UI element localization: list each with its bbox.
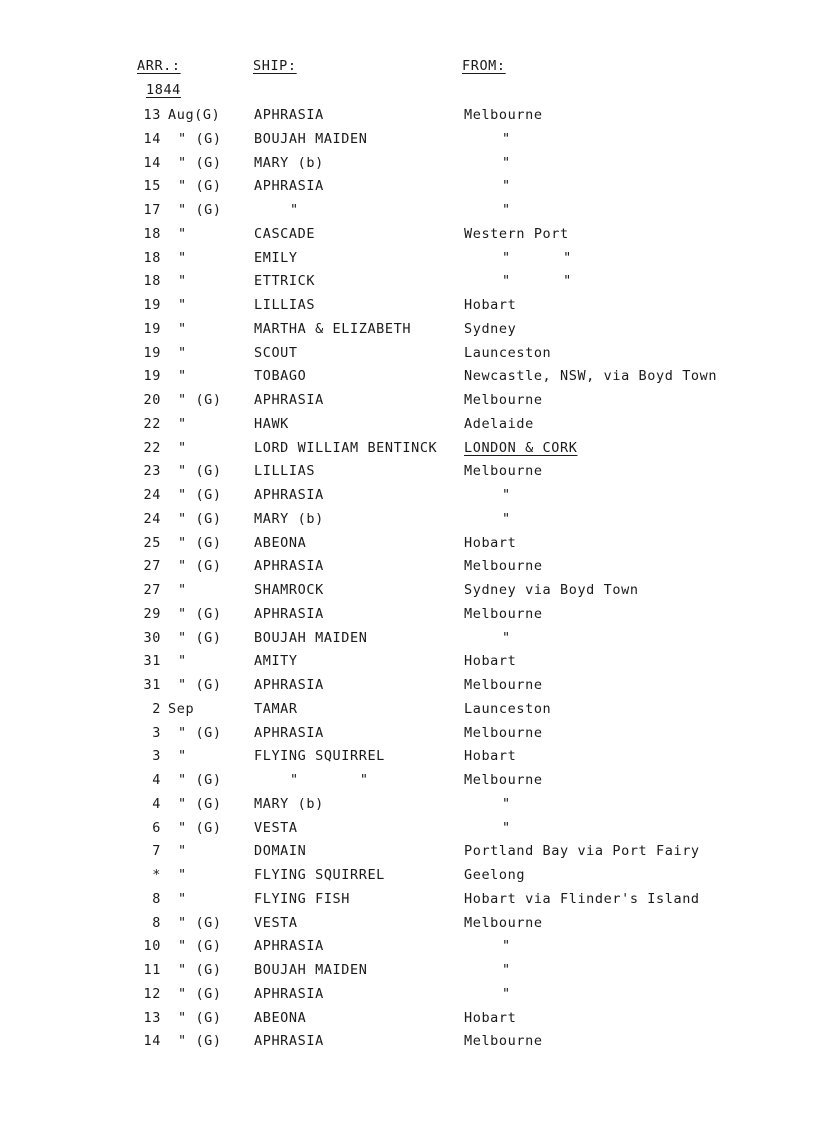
origin-port: "	[502, 154, 511, 171]
table-row	[0, 413, 816, 437]
arrival-month: "	[178, 843, 187, 860]
table-row	[0, 983, 816, 1007]
arrival-month: " (G)	[178, 487, 222, 503]
arrival-day: 25	[143, 534, 161, 551]
origin-port: Melbourne	[464, 558, 543, 575]
arrival-month: "	[178, 415, 187, 432]
arrival-month: Aug(G)	[168, 107, 221, 123]
table-row	[0, 1007, 816, 1031]
arrival-month: " (G)	[178, 178, 222, 195]
table-row	[0, 769, 816, 793]
ship-name: LILLIAS	[254, 297, 316, 313]
ship-name: APHRASIA	[254, 938, 324, 955]
origin-port: Melbourne	[464, 605, 543, 622]
table-row	[0, 294, 816, 318]
origin-port: Hobart	[464, 534, 517, 551]
table-row	[0, 365, 816, 389]
arrival-month: Sep	[168, 700, 195, 717]
arrival-day: 14	[143, 1033, 161, 1050]
arrival-month: " (G)	[178, 605, 222, 622]
origin-port: Sydney via Boyd Town	[464, 582, 639, 598]
arrival-month: " (G)	[178, 534, 222, 551]
arrival-month: "	[178, 368, 187, 385]
origin-port: LONDON & CORK	[464, 439, 578, 456]
ship-name: MARY (b)	[254, 154, 324, 171]
arrival-month: "	[178, 273, 187, 290]
origin-port: Geelong	[464, 867, 526, 883]
arrival-day: 8	[152, 914, 161, 931]
ship-name: APHRASIA	[254, 724, 324, 741]
arrival-day: 8	[152, 890, 161, 907]
arrival-month: " (G)	[178, 962, 222, 978]
arrival-day: 3	[152, 724, 161, 741]
table-row	[0, 484, 816, 508]
arrival-day: 14	[143, 154, 161, 171]
table-row	[0, 532, 816, 556]
origin-port: Launceston	[464, 344, 552, 361]
arrival-month: " (G)	[178, 130, 222, 147]
arrival-month: " (G)	[178, 724, 222, 741]
ship-name: BOUJAH MAIDEN	[254, 130, 368, 147]
arrival-day: 19	[143, 344, 161, 361]
origin-port: "	[502, 510, 511, 527]
origin-port: Sydney	[464, 320, 517, 337]
table-row	[0, 152, 816, 176]
ship-name: APHRASIA	[254, 392, 324, 408]
table-row	[0, 437, 816, 461]
arrival-day: 13	[143, 107, 161, 123]
ship-name: APHRASIA	[254, 1033, 324, 1050]
origin-port: Hobart	[464, 1009, 517, 1026]
ship-name: APHRASIA	[254, 985, 324, 1002]
arrival-month: " (G)	[178, 510, 222, 527]
arrival-day: 31	[143, 653, 161, 670]
arrival-month: "	[178, 249, 187, 266]
ship-name: AMITY	[254, 653, 298, 670]
ship-name: FLYING SQUIRREL	[254, 748, 385, 765]
origin-port: "	[502, 130, 511, 147]
arrival-day: 7	[152, 843, 161, 860]
arrival-month: "	[178, 320, 187, 337]
ship-name: BOUJAH MAIDEN	[254, 629, 368, 646]
table-row	[0, 342, 816, 366]
table-row	[0, 1030, 816, 1054]
arrival-month: "	[178, 439, 187, 456]
ship-name: APHRASIA	[254, 558, 324, 575]
origin-port: Melbourne	[464, 463, 543, 480]
arrival-day: 11	[143, 962, 161, 978]
arrival-day: 24	[143, 487, 161, 503]
arrival-month: "	[178, 890, 187, 907]
table-row	[0, 959, 816, 983]
arrival-month: " (G)	[178, 154, 222, 171]
origin-port: "	[502, 962, 511, 978]
ship-name: DOMAIN	[254, 843, 307, 860]
arrival-month: " (G)	[178, 463, 222, 480]
origin-port: "	[502, 938, 511, 955]
arrival-month: "	[178, 297, 187, 313]
ship-name: MARTHA & ELIZABETH	[254, 320, 412, 337]
arrivals-table	[0, 104, 816, 1054]
origin-port: Melbourne	[464, 392, 543, 408]
ship-name: ETTRICK	[254, 273, 316, 290]
origin-port: "	[502, 178, 511, 195]
table-row	[0, 840, 816, 864]
arrival-day: 19	[143, 320, 161, 337]
header-ship: SHIP:	[253, 58, 297, 74]
arrival-day: 30	[143, 629, 161, 646]
arrival-day: *	[152, 867, 161, 883]
ship-name: APHRASIA	[254, 487, 324, 503]
ship-name: SHAMROCK	[254, 582, 324, 598]
ship-name: APHRASIA	[254, 677, 324, 693]
arrival-month: "	[178, 582, 187, 598]
arrival-month: " (G)	[178, 1009, 222, 1026]
arrival-month: " (G)	[178, 819, 222, 836]
origin-port: "	[502, 487, 511, 503]
origin-port: Western Port	[464, 225, 569, 242]
table-row	[0, 579, 816, 603]
arrival-day: 31	[143, 677, 161, 693]
arrival-month: "	[178, 748, 187, 765]
origin-port: Melbourne	[464, 724, 543, 741]
origin-port: Adelaide	[464, 415, 534, 432]
table-row	[0, 104, 816, 128]
table-row	[0, 745, 816, 769]
arrival-month: "	[178, 225, 187, 242]
ship-name: FLYING FISH	[254, 890, 351, 907]
arrival-month: " (G)	[178, 795, 222, 812]
arrival-day: 15	[143, 178, 161, 195]
arrival-day: 17	[143, 202, 161, 218]
origin-port: " "	[502, 249, 572, 266]
origin-port: Launceston	[464, 700, 552, 717]
ship-name: ABEONA	[254, 534, 307, 551]
table-row	[0, 508, 816, 532]
arrival-month: " (G)	[178, 558, 222, 575]
ship-name: LORD WILLIAM BENTINCK	[254, 439, 438, 456]
ship-name: " "	[290, 772, 369, 788]
ship-name: APHRASIA	[254, 178, 324, 195]
arrival-day: 3	[152, 748, 161, 765]
origin-port: "	[502, 985, 511, 1002]
table-row	[0, 722, 816, 746]
arrival-day: 19	[143, 368, 161, 385]
arrival-day: 22	[143, 439, 161, 456]
origin-port: Melbourne	[464, 107, 543, 123]
ship-name: EMILY	[254, 249, 298, 266]
origin-port: Newcastle, NSW, via Boyd Town	[464, 368, 718, 385]
ship-name: APHRASIA	[254, 605, 324, 622]
origin-port: Melbourne	[464, 772, 543, 788]
arrival-day: 29	[143, 605, 161, 622]
table-row	[0, 199, 816, 223]
table-row	[0, 793, 816, 817]
ship-name: CASCADE	[254, 225, 316, 242]
arrival-day: 13	[143, 1009, 161, 1026]
table-row	[0, 270, 816, 294]
ship-name: FLYING SQUIRREL	[254, 867, 385, 883]
origin-port: Melbourne	[464, 914, 543, 931]
table-row	[0, 698, 816, 722]
ship-name: VESTA	[254, 819, 298, 836]
arrival-day: 27	[143, 582, 161, 598]
ship-name: TAMAR	[254, 700, 298, 717]
arrival-day: 14	[143, 130, 161, 147]
ship-name: SCOUT	[254, 344, 298, 361]
table-row	[0, 223, 816, 247]
table-row	[0, 175, 816, 199]
table-row	[0, 912, 816, 936]
ship-name: TOBAGO	[254, 368, 307, 385]
arrival-day: 4	[152, 795, 161, 812]
arrival-month: " (G)	[178, 1033, 222, 1050]
origin-port: Portland Bay via Port Fairy	[464, 843, 700, 860]
origin-port: Hobart	[464, 653, 517, 670]
table-row	[0, 674, 816, 698]
table-row	[0, 555, 816, 579]
table-row	[0, 888, 816, 912]
origin-port: "	[502, 795, 511, 812]
arrival-month: " (G)	[178, 392, 222, 408]
arrival-day: 2	[152, 700, 161, 717]
arrival-month: "	[178, 344, 187, 361]
table-row	[0, 627, 816, 651]
arrival-month: " (G)	[178, 914, 222, 931]
arrival-day: 23	[143, 463, 161, 480]
origin-port: Hobart	[464, 297, 517, 313]
ship-name: MARY (b)	[254, 795, 324, 812]
arrival-month: " (G)	[178, 772, 222, 788]
table-row	[0, 318, 816, 342]
ship-name: HAWK	[254, 415, 289, 432]
table-row	[0, 128, 816, 152]
arrival-month: "	[178, 867, 187, 883]
header-from: FROM:	[462, 58, 506, 74]
arrival-month: "	[178, 653, 187, 670]
ship-name: APHRASIA	[254, 107, 324, 123]
origin-port: Melbourne	[464, 677, 543, 693]
arrival-day: 18	[143, 273, 161, 290]
table-row	[0, 650, 816, 674]
arrival-day: 18	[143, 225, 161, 242]
table-row	[0, 817, 816, 841]
origin-port: "	[502, 819, 511, 836]
arrival-day: 20	[143, 392, 161, 408]
arrival-month: " (G)	[178, 985, 222, 1002]
origin-port: "	[502, 202, 511, 218]
table-row	[0, 460, 816, 484]
ship-name: BOUJAH MAIDEN	[254, 962, 368, 978]
arrival-month: " (G)	[178, 202, 222, 218]
table-row	[0, 247, 816, 271]
arrival-month: " (G)	[178, 629, 222, 646]
arrival-day: 18	[143, 249, 161, 266]
arrival-day: 12	[143, 985, 161, 1002]
ship-name: VESTA	[254, 914, 298, 931]
origin-port: " "	[502, 273, 572, 290]
ship-name: "	[290, 202, 299, 218]
arrival-day: 6	[152, 819, 161, 836]
ship-name: ABEONA	[254, 1009, 307, 1026]
table-row	[0, 864, 816, 888]
origin-port: Melbourne	[464, 1033, 543, 1050]
header-arr: ARR.:	[137, 58, 181, 74]
year-label: 1844	[146, 82, 181, 98]
table-row	[0, 389, 816, 413]
ship-name: LILLIAS	[254, 463, 316, 480]
origin-port: "	[502, 629, 511, 646]
origin-port: Hobart	[464, 748, 517, 765]
ship-name: MARY (b)	[254, 510, 324, 527]
arrival-month: " (G)	[178, 677, 222, 693]
arrival-day: 22	[143, 415, 161, 432]
arrival-day: 19	[143, 297, 161, 313]
arrival-month: " (G)	[178, 938, 222, 955]
arrival-day: 24	[143, 510, 161, 527]
arrival-day: 10	[143, 938, 161, 955]
arrival-day: 27	[143, 558, 161, 575]
origin-port: Hobart via Flinder's Island	[464, 890, 700, 907]
table-row	[0, 603, 816, 627]
table-row	[0, 935, 816, 959]
arrival-day: 4	[152, 772, 161, 788]
